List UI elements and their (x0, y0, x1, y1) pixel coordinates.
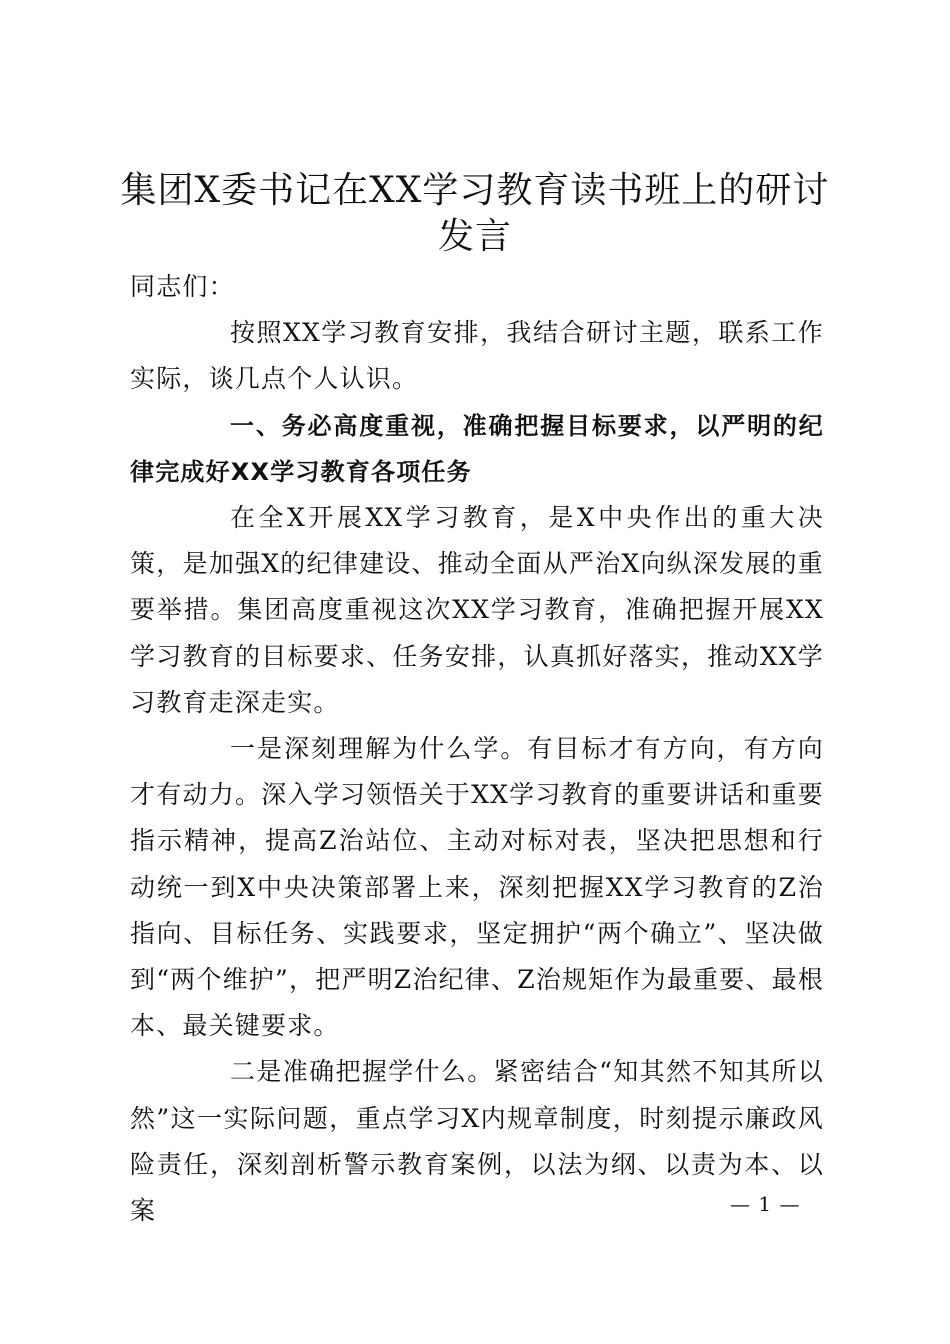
paragraph-1: 在全X开展XX学习教育，是X中央作出的重大决策，是加强X的纪律建设、推动全面从严治X向纵深发展的重要举措。集团高度重视这次XX学习教育，准确把握开展XX学习教育的目标要求、任务安排，认真抓好落实，推动XX学习教育走深走实。 (130, 503, 824, 717)
paragraph-3: 二是准确把握学什么。紧密结合“知其然不知其所以然”这一实际问题，重点学习X内规章制度，时刻提示廉政风险责任，深刻剖析警示教育案例，以法为纲、以责为本、以案 (130, 1057, 824, 1226)
document-body (130, 264, 824, 1234)
paragraph-2: 一是深刻理解为什么学。有目标才有方向，有方向才有动力。深入学习领悟关于XX学习教育的重要讲话和重要指示精神，提高Z治站位、主动对标对表，坚决把思想和行动统一到X中央决策部署上来，深刻把握XX学习教育的Z治指向、目标任务、实践要求，坚定拥护“两个确立”、坚决做到“两个维护”，把严明Z治纪律、Z治规矩作为最重要、最根本、最关键要求。 (130, 734, 824, 1041)
page-number: — 1 — (730, 1192, 801, 1216)
document-title: 集团X委书记在XX学习教育读书班上的研讨发言 (120, 170, 830, 257)
salutation: 同志们： (130, 272, 235, 301)
intro-paragraph: 按照XX学习教育安排，我结合研讨主题，联系工作实际，谈几点个人认识。 (130, 318, 824, 394)
section-1-heading: 一、务必高度重视，准确把握目标要求，以严明的纪律完成好XX学习教育各项任务 (130, 411, 824, 486)
